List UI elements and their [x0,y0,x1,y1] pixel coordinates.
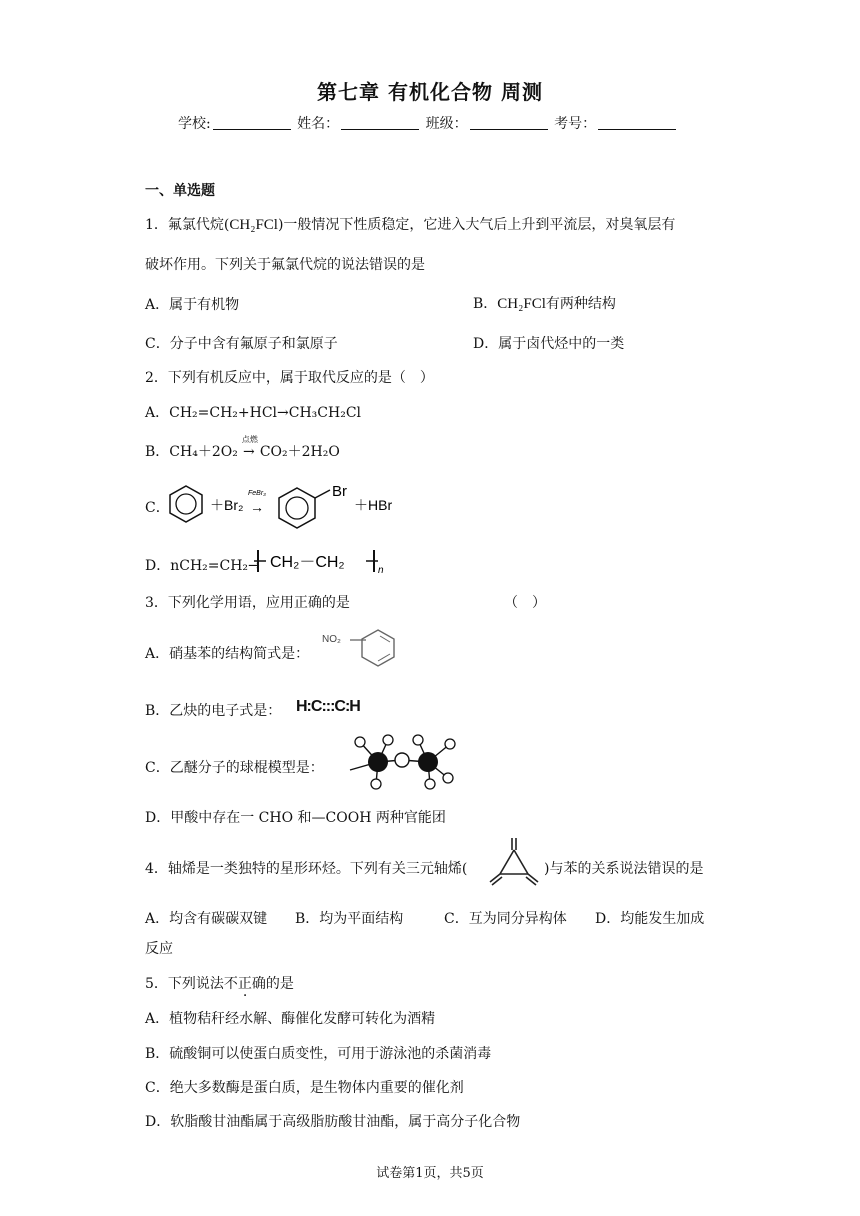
section-title: 一、单选题 [145,183,215,199]
q1-stem-cont: 破坏作用。下列关于氟氯代烷的说法错误的是 [145,257,425,273]
q1-formula: CH₂FCl [229,217,278,233]
q3-option-a: A．硝基苯的结构简式是： [145,646,310,662]
student-info-line [178,113,678,133]
class-blank[interactable] [470,115,548,130]
q3-answer-paren: （ ） [504,595,546,611]
q4-stem-part-b: )与苯的关系说法错误的是 [544,861,704,877]
name-label: 姓名： [297,116,340,132]
school-blank[interactable] [213,115,291,130]
nitro-group-label: NO₂ [322,634,341,645]
q5-stem-pre: 5．下列说法 [145,976,224,992]
q1-option-b [473,293,616,313]
q5-option-b: B．硫酸铜可以使蛋白质变性，可用于游泳池的杀菌消毒 [145,1046,492,1062]
q5-emphasis-text: 不正确 [223,976,266,992]
q2-option-d-reactant: D．nCH₂=CH₂→ [145,558,260,574]
acetylene-electron-formula: H:C:::C:H [296,698,360,715]
q2-option-b-reactants: B．CH₄＋2O₂ [145,444,238,460]
reaction-arrow: 点燃 → [238,444,260,460]
q1-option-b-label: B． [473,296,498,312]
q2-condition: 点燃 [241,435,258,444]
q1-option-b-formula: CH₂FCl [497,296,546,312]
q4-option-a: A．均含有碳碳双键 [145,911,268,927]
q2-stem: 2．下列有机反应中，属于取代反应的是（ ） [145,370,434,386]
polymer-n: n [378,565,384,576]
q2-option-c-label: C． [145,500,170,516]
q1-option-c: C．分子中含有氟原子和氯原子 [145,336,338,352]
class-label: 班级： [425,116,468,132]
exam-no-label: 考号： [554,116,597,132]
q1-stem-part-b: )一般情况下性质稳定，它进入大气后上升到平流层，对臭氧层有 [277,217,676,233]
q5-stem-post: 的是 [265,976,294,992]
page-footer: 试卷第1页，共5页 [376,1166,484,1181]
polymer-repeat-unit: CH₂－CH₂ [270,554,345,571]
q5-stem-emphasis [224,976,266,992]
q4-stem-part-a: 4．轴烯是一类独特的星形环烃。下列有关三元轴烯( [145,861,468,877]
page-title: 第七章 有机化合物 周测 [317,80,543,104]
q4-option-d: D．均能发生加成 [595,911,705,927]
q4-stem [145,858,467,878]
q4-option-b: B．均为平面结构 [295,911,404,927]
q2-option-c-reaction [164,480,444,532]
q2-option-a: A．CH₂=CH₂+HCl→CH₃CH₂Cl [145,405,362,421]
q2-option-b [145,435,340,461]
radialene-structure-icon [486,836,542,888]
name-blank[interactable] [341,115,419,130]
q2-option-d [145,555,260,575]
q1-option-b-text: 有两种结构 [545,296,616,312]
q5-option-d: D．软脂酸甘油酯属于高级脂肪酸甘油酯，属于高分子化合物 [145,1114,521,1130]
q1-option-a: A．属于有机物 [145,297,240,313]
q4-option-d-cont: 反应 [145,941,173,957]
q1-stem-part-a: 1．氟氯代烷( [145,217,230,233]
q2-c-plus-br2: ＋Br₂ [210,497,244,513]
q5-option-a: A．植物秸秆经水解、酶催化发酵可转化为酒精 [145,1011,436,1027]
q3-option-d: D．甲酸中存在一 CHO 和—COOH 两种官能团 [145,810,446,826]
q2-c-catalyst: FeBr₃ [248,490,266,497]
exam-no-blank[interactable] [598,115,676,130]
q1-stem [145,214,675,234]
q3-stem: 3．下列化学用语，应用正确的是 [145,595,350,611]
q3-option-b: B．乙炔的电子式是： [145,703,282,719]
q4-option-c: C．互为同分异构体 [444,911,567,927]
ether-ball-stick-model-icon [330,732,470,790]
school-label: 学校: [178,116,211,132]
q1-option-d: D．属于卤代烃中的一类 [473,336,625,352]
q3-option-c: C．乙醚分子的球棍模型是： [145,760,324,776]
q5-option-c: C．绝大多数酶是蛋白质，是生物体内重要的催化剂 [145,1080,464,1096]
q2-c-br: Br [332,483,347,500]
q2-option-b-products: CO₂＋2H₂O [259,444,340,460]
bromobenzene-ring-icon [279,488,330,528]
polyethylene-formula [254,546,394,576]
q2-c-arrow: → [250,499,264,515]
nitrobenzene-structure-icon [320,624,410,674]
benzene-ring-icon [170,486,202,522]
q5-stem [145,973,294,993]
q2-c-hbr: ＋HBr [354,497,393,513]
